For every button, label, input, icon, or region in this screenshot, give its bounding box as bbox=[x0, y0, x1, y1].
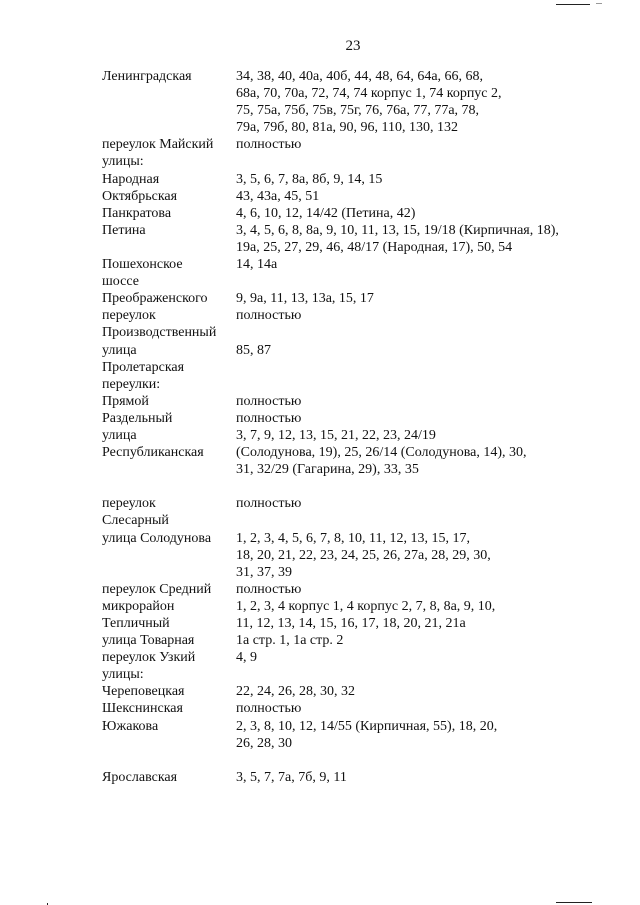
street-name: Октябрьская bbox=[102, 188, 178, 204]
house-numbers: 31, 32/29 (Гагарина, 29), 33, 35 bbox=[236, 462, 419, 478]
house-numbers: полностью bbox=[236, 410, 302, 426]
house-numbers: 4, 6, 10, 12, 14/42 (Петина, 42) bbox=[236, 205, 416, 221]
list-item bbox=[0, 547, 640, 564]
list-item bbox=[0, 615, 640, 632]
house-numbers: 1, 2, 3, 4 корпус 1, 4 корпус 2, 7, 8, 8а, 9, 10, bbox=[236, 598, 496, 614]
list-item bbox=[0, 307, 640, 324]
list-item bbox=[0, 512, 640, 529]
street-name: переулок Средний bbox=[102, 581, 212, 597]
street-name: переулок bbox=[102, 496, 156, 512]
house-numbers: полностью bbox=[236, 308, 302, 324]
street-name: шоссе bbox=[102, 274, 139, 290]
house-numbers: полностью bbox=[236, 701, 302, 717]
scan-mark-top-small bbox=[596, 3, 602, 4]
house-numbers: 26, 28, 30 bbox=[236, 735, 292, 751]
list-item bbox=[0, 427, 640, 444]
street-name: улицы: bbox=[102, 667, 144, 683]
house-numbers: 11, 12, 13, 14, 15, 16, 17, 18, 20, 21, 21а bbox=[236, 616, 466, 631]
list-item bbox=[0, 718, 640, 735]
house-numbers: (Солодунова, 19), 25, 26/14 (Солодунова, 14), 30, bbox=[236, 445, 527, 461]
house-numbers: 75, 75а, 75б, 75в, 75г, 76, 76а, 77, 77а, 78, bbox=[236, 103, 480, 119]
list-item bbox=[0, 222, 640, 239]
street-name: Слесарный bbox=[102, 513, 169, 529]
street-name: микрорайон bbox=[102, 598, 175, 614]
street-name: Южакова bbox=[102, 718, 159, 734]
street-name: улица Солодунова bbox=[102, 530, 212, 546]
list-item bbox=[0, 598, 640, 615]
street-name: улицы: bbox=[102, 154, 144, 170]
list-item bbox=[0, 239, 640, 256]
list-item bbox=[0, 290, 640, 307]
house-numbers: 3, 4, 5, 6, 8, 8а, 9, 10, 11, 13, 15, 19/18 (Кирпичная, 18), bbox=[236, 222, 559, 238]
list-item bbox=[0, 273, 640, 290]
list-item bbox=[0, 632, 640, 649]
house-numbers: полностью bbox=[236, 581, 302, 597]
list-item bbox=[0, 136, 640, 153]
house-numbers: 3, 7, 9, 12, 13, 15, 21, 22, 23, 24/19 bbox=[236, 427, 436, 443]
list-item bbox=[0, 85, 640, 102]
list-item bbox=[0, 102, 640, 119]
street-name: Тепличный bbox=[102, 616, 170, 631]
street-name: переулок bbox=[102, 308, 156, 324]
list-item bbox=[0, 530, 640, 547]
house-numbers: 3, 5, 7, 7а, 7б, 9, 11 bbox=[236, 769, 347, 785]
street-name: Шекснинская bbox=[102, 701, 183, 717]
house-numbers: полностью bbox=[236, 496, 302, 512]
scan-mark-bottom bbox=[556, 902, 592, 903]
house-numbers: 14, 14а bbox=[236, 257, 278, 273]
street-name: переулки: bbox=[102, 376, 161, 392]
list-item bbox=[0, 393, 640, 410]
list-item bbox=[0, 461, 640, 478]
street-name: Пролетарская bbox=[102, 359, 185, 375]
list-item bbox=[0, 649, 640, 666]
house-numbers: 2, 3, 8, 10, 12, 14/55 (Кирпичная, 55), 18, 20, bbox=[236, 718, 498, 734]
list-item bbox=[0, 188, 640, 205]
list-item bbox=[0, 700, 640, 717]
list-item bbox=[0, 769, 640, 786]
list-item bbox=[0, 256, 640, 273]
list-item bbox=[0, 324, 640, 341]
house-numbers: 79а, 79б, 80, 81а, 90, 96, 110, 130, 132 bbox=[236, 120, 459, 136]
list-item bbox=[0, 376, 640, 393]
house-numbers: 22, 24, 26, 28, 30, 32 bbox=[236, 684, 355, 700]
street-name: Преображенского bbox=[102, 291, 208, 307]
street-name: Ярославская bbox=[102, 769, 178, 785]
list-item bbox=[0, 205, 640, 222]
street-name: Пошехонское bbox=[102, 257, 183, 273]
house-numbers: 43, 43а, 45, 51 bbox=[236, 188, 320, 204]
list-item bbox=[0, 410, 640, 427]
list-item bbox=[0, 495, 640, 512]
street-name: Череповецкая bbox=[102, 684, 185, 700]
list-item bbox=[0, 119, 640, 136]
address-list bbox=[0, 68, 640, 786]
list-item bbox=[0, 68, 640, 85]
street-name: Панкратова bbox=[102, 205, 172, 221]
list-item bbox=[0, 171, 640, 188]
house-numbers: 85, 87 bbox=[236, 342, 271, 358]
house-numbers: 18, 20, 21, 22, 23, 24, 25, 26, 27а, 28, 29, 30, bbox=[236, 547, 491, 563]
list-item bbox=[0, 478, 640, 495]
list-item bbox=[0, 735, 640, 752]
street-name: улица bbox=[102, 427, 137, 443]
house-numbers: 68а, 70, 70а, 72, 74, 74 корпус 1, 74 корпус 2, bbox=[236, 86, 502, 102]
street-name: переулок Узкий bbox=[102, 650, 196, 666]
house-numbers: 9, 9а, 11, 13, 13а, 15, 17 bbox=[236, 291, 374, 307]
house-numbers: 1, 2, 3, 4, 5, 6, 7, 8, 10, 11, 12, 13, 15, 17, bbox=[236, 530, 470, 546]
list-item bbox=[0, 444, 640, 461]
house-numbers: 31, 37, 39 bbox=[236, 564, 292, 580]
list-item bbox=[0, 683, 640, 700]
house-numbers: полностью bbox=[236, 137, 302, 153]
street-name: Петина bbox=[102, 222, 146, 238]
street-name: Раздельный bbox=[102, 410, 173, 426]
house-numbers: 34, 38, 40, 40а, 40б, 44, 48, 64, 64а, 66, 68, bbox=[236, 69, 484, 84]
street-name: Ленинградская bbox=[102, 69, 192, 84]
street-name: улица Товарная bbox=[102, 633, 195, 649]
list-item bbox=[0, 666, 640, 683]
house-numbers: 1а стр. 1, 1а стр. 2 bbox=[236, 633, 344, 649]
street-name: Республиканская bbox=[102, 445, 204, 461]
street-name: Народная bbox=[102, 171, 160, 187]
page-number: 23 bbox=[345, 38, 361, 54]
house-numbers: 19а, 25, 27, 29, 46, 48/17 (Народная, 17), 50, 54 bbox=[236, 239, 513, 255]
list-item bbox=[0, 359, 640, 376]
house-numbers: 4, 9 bbox=[236, 650, 257, 666]
house-numbers: 3, 5, 6, 7, 8а, 8б, 9, 14, 15 bbox=[236, 171, 383, 187]
scan-mark-top bbox=[556, 4, 590, 5]
street-name: Производственный bbox=[102, 325, 217, 341]
list-item bbox=[0, 342, 640, 359]
street-name: переулок Майский bbox=[102, 137, 214, 153]
list-item bbox=[0, 153, 640, 170]
list-item bbox=[0, 752, 640, 769]
house-numbers: полностью bbox=[236, 393, 302, 409]
street-name: улица bbox=[102, 342, 137, 358]
street-name: Прямой bbox=[102, 393, 149, 409]
list-item bbox=[0, 581, 640, 598]
list-item bbox=[0, 564, 640, 581]
